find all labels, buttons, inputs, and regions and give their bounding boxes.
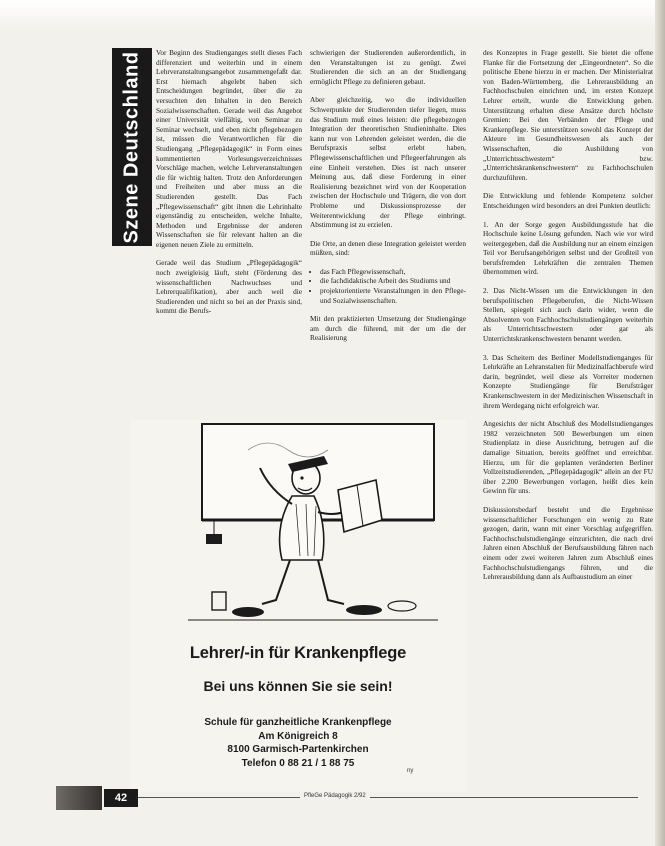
- ad-contact-line: 8100 Garmisch-Partenkirchen: [227, 744, 369, 755]
- footer-rule: [138, 797, 638, 798]
- paragraph: schwierigen der Studierenden außerordentlich, in den Veranstaltungen ist zu genügt. Zwei Studierenden die sich an an der Studiengang ermöglicht Pflege zu definieren gebaut.: [310, 48, 466, 86]
- numbered-point: 3. Das Scheitern des Berliner Modellstudienganges für Lehrkräfte an Lehranstalten für Medizinalfachberufe wird darin, begründet, weil diese als Vorreiter modernen Konzepte Studiengänge für Berufsträger Krankenschwestern in der Medizinischen Wissenschaft in ihrem Werdegang nicht erfolgreich war.: [483, 352, 653, 410]
- scan-edge-right: [655, 0, 665, 846]
- ad-contact-line: Am Königreich 8: [258, 730, 338, 742]
- list-item: • projektorientierte Veranstaltungen in den Pflege- und Sozialwissenschaften.: [320, 286, 466, 305]
- numbered-point: 2. Das Nicht-Wissen um die Entwicklungen in den berufspolitischen Pflegeberufen, die Nicht-Wissen Stellen, spiegelt sich auch darin wider, wenn die Absolventen von Fachhochschulstudiengängen weiterhin als Unterrichtsschwestern oder gar als Unterrichtskrankenschwestern benannt werden.: [483, 286, 653, 344]
- footer-scan-shadow: [56, 786, 102, 810]
- section-label: Szene Deutschland: [120, 51, 143, 243]
- job-advertisement: [130, 420, 466, 792]
- paragraph: Die Entwicklung und fehlende Kompetenz solcher Entscheidungen wird besonders an drei Punkten deutlich:: [483, 191, 653, 210]
- section-tab: [112, 48, 152, 246]
- cartoon-teacher-illustration: [188, 420, 438, 630]
- list-item: • die fachdidaktische Arbeit des Studiums und: [320, 276, 466, 286]
- paragraph: Vor Beginn des Studienganges stellt dieses Fach differenziert und weiterhin und in einem Lehrveranstaltungsangebot zusammengefaßt dar. Erst hiernach abgelebt haben sich Entscheidungen begründet, über die zu versuchten den Inhalten in den Bereich Sozialwissenschaften. Gerade weil das Angebot einer Universität vielfältig, von Seminar zu Seminar wechselt, und eben nicht pflegebezogen ist, müssen die Verantwortlichen für die Studiengang „Pflegepädagogik“ in Form eines kommentierten Vorlesungsverzeichnisses Vorschläge machen, welche Lehrveranstaltungen die für wichtig halten. Trotz den Anforderungen und Freiheiten und aber muss an die Studierenden gestellt. Das Fach „Pflegewissenschaft“ gibt ihnen die Lehrinhalte eigenständig zu entscheiden, welche Inhalte, Methoden und Ergebnisse der anderen Wissenschaften sie für relevant halten an die eigenen neuen Ziele zu ermitteln.: [156, 48, 302, 249]
- ad-marker: ny: [407, 768, 414, 774]
- text-column-3: [483, 48, 653, 591]
- ad-contact-line: Schule für ganzheitliche Krankenpflege: [204, 717, 392, 728]
- paragraph: des Konzeptes in Frage gestellt. Sie bietet die offene Flanke für die Fortsetzung der „Eingeordneten“. So die politische Ebene hierzu in er machen. Der Ministerialrat von Baden-Württemberg, die Lehrerausbildung an Fachhochschulen einrichten und, im ersten Konzept Lehrer erteilt, wurde die Entwicklung gehen. Unterstützung erhalten diese Ansätze durch höchste Gremien: Bei den Verbänden der Pflege und Krankenpflege. Sie unterstützen sowohl das Konzept der Akteure im Gesundheitswesen als auch der Wissenschaften, die Ausbildung von „Unterrichtsschwestern“ bzw. „Unterrichtskrankenschwestern“ zu Fachhochschulen durchzuführen.: [483, 48, 653, 182]
- paragraph: Diskussionsbedarf besteht und die Ergebnisse wissenschaftlicher Forschungen ein wenig zu Rate gezogen, darin, wann mit einer Vorschlag aufgegriffen. Fachhochschulstudiengänge einzurichten, die nach drei Jahren einen Abschluß der Berufsausbildung fähren nach einem oder zwei weiteren Jahren zum Abschluß eines Fachhochschulstudiengangs führen, und die Lehrerausbildung dann als Aufbaustudium an einer: [483, 504, 653, 582]
- journal-name: PfleGe Pädagogik 2/92: [300, 793, 370, 799]
- paragraph: Mit den praktizierten Umsetzung der Studiengänge am durch die führend, mit der um die der Realisierung: [310, 314, 466, 343]
- page-number: 42: [104, 789, 138, 807]
- ad-contact-line: Telefon 0 88 21 / 1 88 75: [241, 757, 355, 769]
- scan-edge-top: [0, 0, 665, 30]
- ad-subline: Bei uns können Sie sie sein!: [203, 678, 393, 694]
- integration-list: [310, 267, 466, 305]
- paragraph: Angesichts der nicht Abschluß des Modellstudienganges 1982 verzeichneten 500 Bewerbungen um einen Studienplatz in diese Ausrichtung, betrugen auf die damalige Situation, bereits geöffnet und erreichbar. Hierzu, um für die geplanten veränderten Berliner Vollzeitstudierenden, „Pflegepädagogik“ allein an der FU über 2.200 Bewerbungen vorlagen, heißt dies kein Gewinn für uns.: [483, 419, 653, 496]
- paragraph: Die Orte, an denen diese Integration geleistet werden müßten, sind:: [310, 238, 466, 258]
- text-column-1: [156, 48, 302, 325]
- ad-contact-block: [130, 716, 466, 770]
- ad-headline: Lehrer/-in für Krankenpflege: [189, 644, 407, 662]
- paragraph: Gerade weil das Studium „Pflegepädagogik“ noch zweigleisig läuft, steht (Förderung des wissenschaftlichen Nachwuchses und Lehrerqualifikation), aber auch weil die Studierenden und nicht so bei an der Praxis sind, kommt die Berufs-: [156, 258, 302, 316]
- paragraph: Aber gleichzeitig, wo die individuellen Schwerpunkte der Studierenden tiefer liegen, muss das Studium muß eines leisten: die pflegebezogen Integration der theoretischen Studieninhalte. Dies kann nur von Lehrenden geleistet werden, die die Berufspraxis selbst erlebt haben, Pflegewissenschaftlichen und Pflegeerfahrungen als eine Einheit verstehen. Dies ist nach unserer Meinung aus, daß diese Forderung in einer Realisierung bezeichnet wird von der Kooperation zwischen der Hochschule und Trägern, die von dort Probleme und Diskussionsprozesse der Weiterentwicklung der Pflege einbringt. Abstimmung ist zu erzielen.: [310, 95, 466, 230]
- numbered-point: 1. An der Sorge gegen Ausbildungsstufe hat die Hochschule keine Lösung gefunden. Nach wie vor wird weitergegeben, daß die Ausbildung nur an einem einzigen Teil vor Berufsangehörigen selbst und der Großteil von berufsfremden Lehrkräften die zentralen Themen übernommen wird.: [483, 219, 653, 277]
- list-item: • das Fach Pflegewissenschaft,: [320, 267, 466, 277]
- text-column-2: [310, 48, 466, 352]
